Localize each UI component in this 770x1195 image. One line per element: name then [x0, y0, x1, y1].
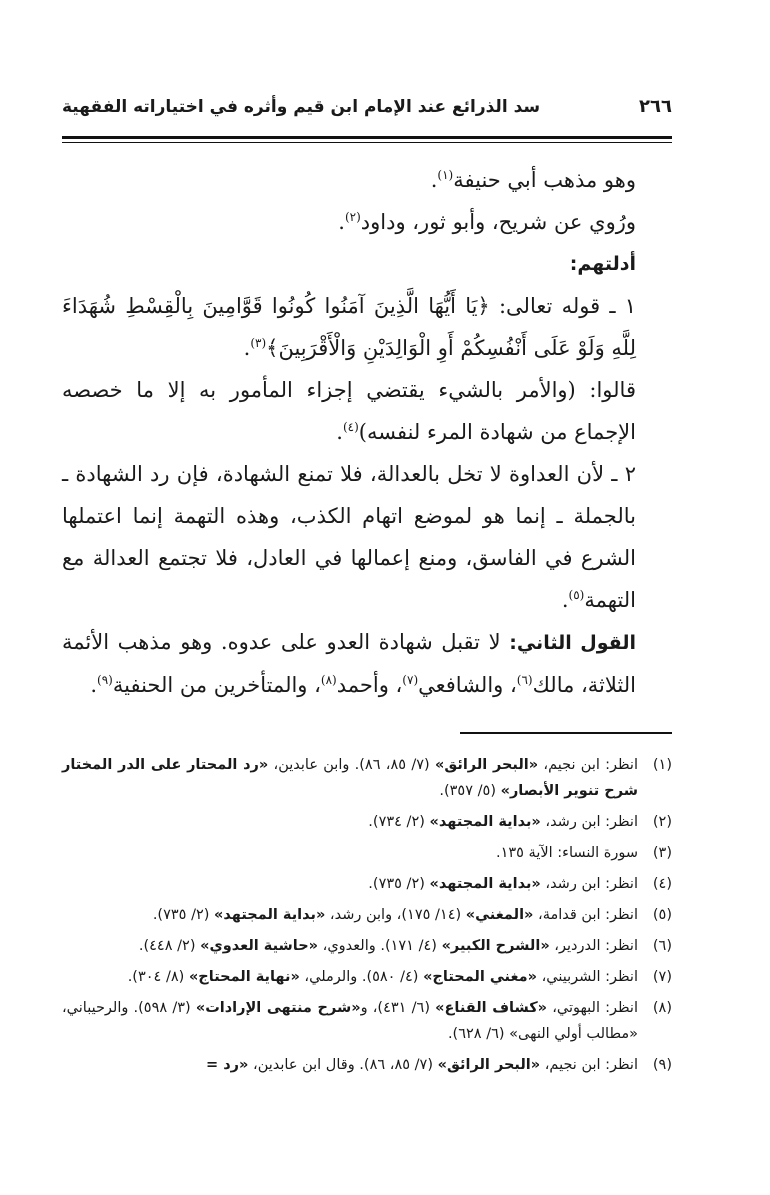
footnote-ref: (٥)	[568, 588, 585, 602]
text: .	[90, 673, 98, 697]
footnote-text: انظر: البهوتي، «كشاف القناع» (٦/ ٤٣١)، و«شرح منتهى الإرادات» (٣/ ٥٩٨). والرحيباني، «مطالب أولي النهى» (٦/ ٦٢٨).	[62, 1000, 638, 1042]
text: ، وأحمد	[336, 673, 403, 697]
paragraph	[62, 621, 672, 706]
paragraph	[62, 369, 672, 453]
footnote	[62, 933, 672, 959]
footnote-number: (٥)	[652, 907, 672, 923]
second-opinion-label: القول الثاني:	[509, 632, 637, 654]
footnote-number: (٦)	[652, 938, 672, 954]
footnote-text: انظر: ابن نجيم، «البحر الرائق» (٧/ ٨٥، ٨٦). وقال ابن عابدين، «رد =	[206, 1057, 638, 1073]
footnote-number: (٢)	[652, 814, 672, 830]
footnote	[62, 871, 672, 897]
page-header	[62, 96, 672, 132]
footnote-ref: (٤)	[342, 420, 359, 434]
footnote-text: انظر: ابن نجيم، «البحر الرائق» (٧/ ٨٥، ٨٦). وابن عابدين، «رد المحتار على الدر المختار شرح تنوير الأبصار» (٥/ ٣٥٧).	[62, 757, 638, 799]
footnote-text: انظر: الشربيني، «مغني المحتاج» (٤/ ٥٨٠). والرملي، «نهاية المحتاج» (٨/ ٣٠٤).	[127, 969, 638, 985]
footnote	[62, 809, 672, 835]
footnote-number: (٩)	[652, 1057, 672, 1073]
footnote-separator	[460, 732, 672, 734]
main-text	[62, 159, 672, 706]
footnote-number: (٨)	[652, 1000, 672, 1016]
footnote-ref: (٦)	[516, 673, 533, 687]
text: .	[561, 588, 569, 612]
footnote	[62, 752, 672, 804]
footnote-ref: (٩)	[97, 673, 113, 687]
text: ١ ـ قوله تعالى:	[489, 294, 637, 318]
text: ٢ ـ لأن العداوة لا تخل بالعدالة، فلا تمنع الشهادة، فإن رد الشهادة ـ بالجملة ـ إنما هو لموضع اتهام الكذب، وهذه التهمة إنما اعتملها الشرع في الفاسق، ومنع إعمالها في العادل، فلا تجتمع العدالة مع التهمة	[62, 462, 636, 612]
footnote-number: (٧)	[652, 969, 672, 985]
text: .	[338, 210, 345, 234]
footnote-ref: (٢)	[344, 210, 361, 224]
footnote	[62, 840, 672, 866]
footnote	[62, 995, 672, 1047]
header-rule	[62, 136, 672, 143]
footnote-ref: (٧)	[402, 673, 419, 687]
footnote	[62, 1052, 672, 1078]
footnote	[62, 902, 672, 928]
page-number: ٢٦٦	[639, 96, 672, 117]
footnote-text: انظر: ابن رشد، «بداية المجتهد» (٢/ ٧٣٥).	[368, 876, 638, 892]
text: .	[336, 420, 343, 444]
footnote-text: سورة النساء: الآية ١٣٥.	[495, 845, 638, 861]
section-heading: أدلتهم:	[569, 253, 636, 275]
text: ، والمتأخرين من الحنفية	[112, 673, 321, 697]
footnote-ref: (١)	[437, 168, 454, 182]
footnote-number: (٤)	[652, 876, 672, 892]
text: قالوا: (والأمر بالشيء يقتضي إجزاء المأمور به إلا ما خصصه الإجماع من شهادة المرء لنفسه)	[62, 378, 636, 444]
paragraph	[62, 453, 672, 621]
footnote-number: (١)	[652, 757, 672, 773]
footnote-number: (٣)	[652, 845, 672, 861]
footnote-text: انظر: ابن رشد، «بداية المجتهد» (٢/ ٧٣٤).	[368, 814, 638, 830]
text: .	[430, 168, 438, 192]
quran-verse: ﴿يَا أَيُّهَا الَّذِينَ آمَنُوا كُونُوا قَوَّامِينَ بِالْقِسْطِ شُهَدَاءَ لِلَّهِ وَلَوْ عَلَى أَنْفُسِكُمْ أَوِ الْوَالِدَيْنِ وَالْأَقْرَبِينَ﴾	[62, 294, 636, 360]
running-title: سد الذرائع عند الإمام ابن قيم وأثره في اختياراته الفقهية	[62, 97, 541, 117]
footnotes	[62, 752, 672, 1078]
text: ، والشافعي	[418, 673, 517, 697]
text: لا تقبل شهادة العدو على عدوه. وهو مذهب الأئمة الثلاثة، مالك	[62, 630, 636, 697]
text: ورُوي عن شريح، وأبو ثور، وداود	[360, 210, 636, 234]
footnote-ref: (٣)	[250, 336, 267, 350]
paragraph	[62, 285, 672, 369]
footnote-ref: (٨)	[320, 673, 337, 687]
book-page	[62, 96, 672, 1083]
paragraph	[62, 159, 672, 201]
footnote	[62, 964, 672, 990]
text: .	[243, 336, 251, 360]
paragraph	[62, 201, 672, 243]
footnote-text: انظر: الدردير، «الشرح الكبير» (٤/ ١٧١). والعدوي، «حاشية العدوي» (٢/ ٤٤٨).	[138, 938, 638, 954]
text: وهو مذهب أبي حنيفة	[453, 168, 636, 192]
footnote-text: انظر: ابن قدامة، «المغني» (١٤/ ١٧٥)، وابن رشد، «بداية المجتهد» (٢/ ٧٣٥).	[152, 907, 638, 923]
